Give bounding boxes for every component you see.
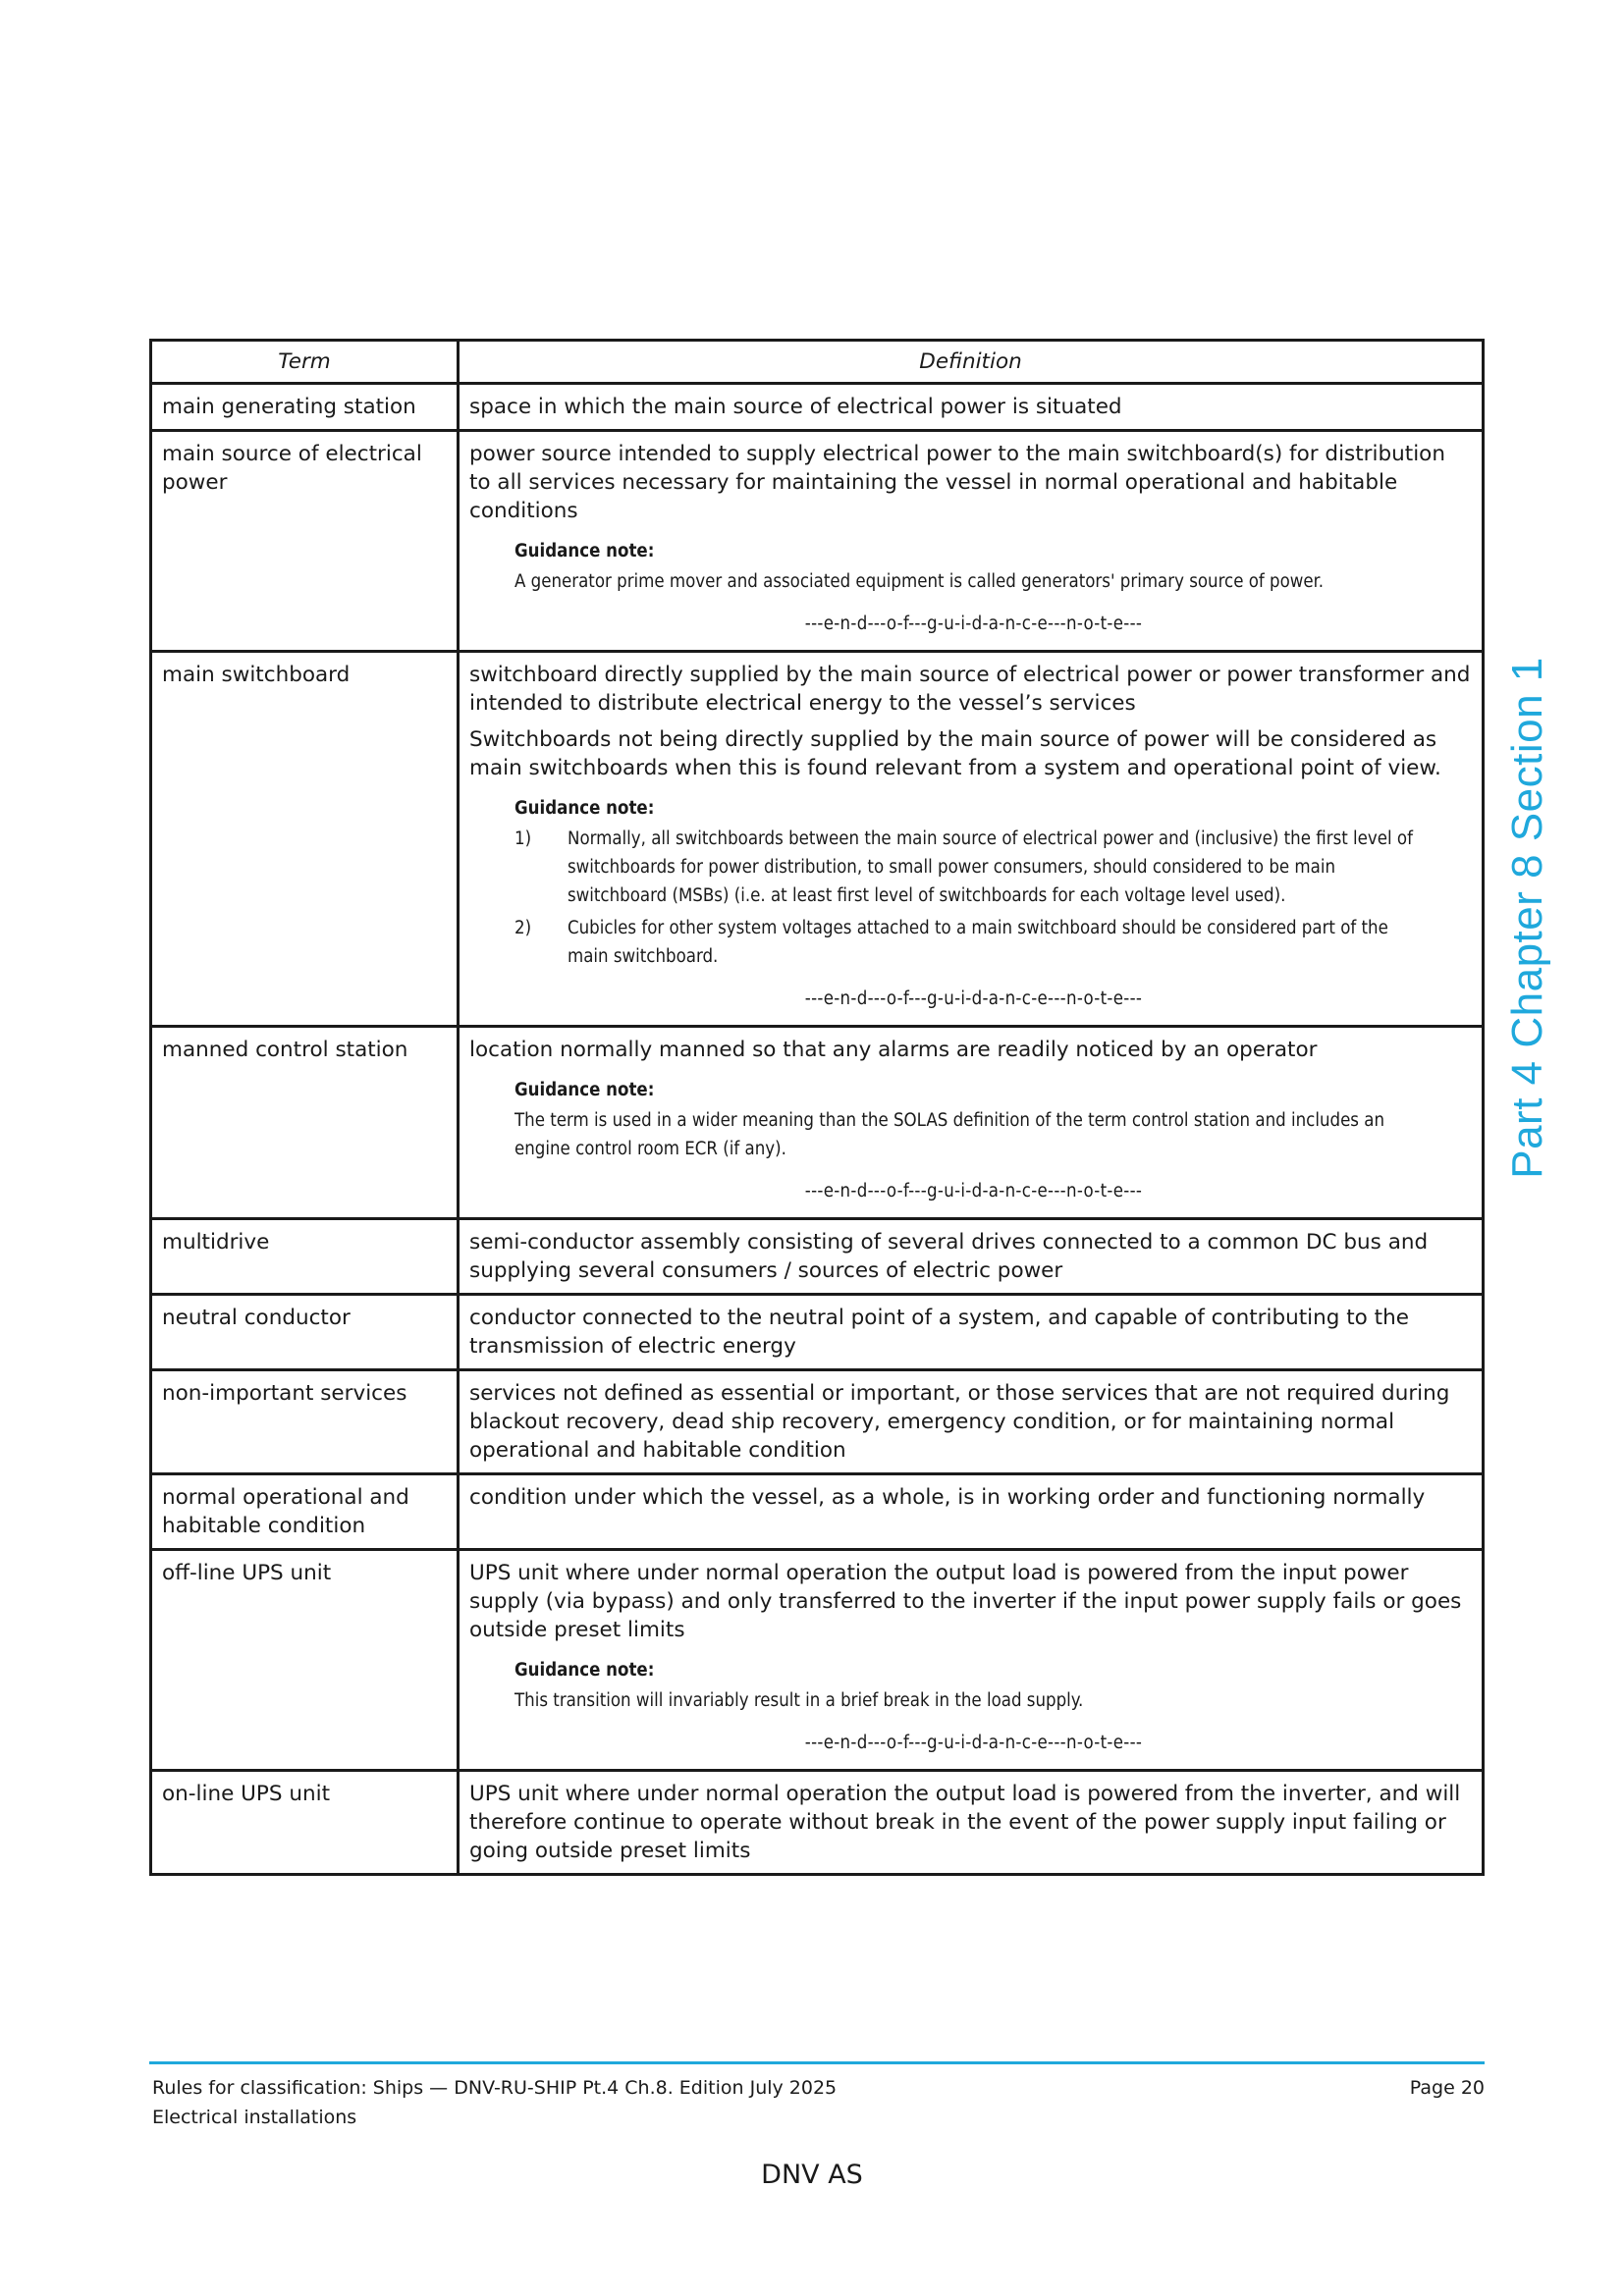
definition-text: condition under which the vessel, as a whole, is in working order and functioning normally [469, 1485, 1426, 1510]
definition-text: power source intended to supply electrical power to the main switchboard(s) for distribution to all services necessary for maintaining the vessel in normal operational and habitable conditions [469, 442, 1445, 523]
definition-text: services not defined as essential or important, or those services that are not required during blackout recovery, dead ship recovery, emergency condition, or for maintaining normal operational and habitable condition [469, 1381, 1450, 1463]
header-definition: Definition [459, 341, 1484, 384]
definition-cell [459, 1219, 1484, 1295]
table-row [151, 1295, 1484, 1370]
guidance-title: Guidance note: [514, 1080, 655, 1100]
section-side-label-text: Part 4 Chapter 8 Section 1 [1503, 657, 1551, 1179]
table-row [151, 1219, 1484, 1295]
guidance-title: Guidance note: [514, 798, 655, 819]
definition-cell [459, 431, 1484, 652]
term-cell: main generating station [151, 384, 459, 431]
guidance-list-item [514, 914, 1433, 971]
table-row [151, 1550, 1484, 1771]
definition-cell [459, 652, 1484, 1027]
guidance-item-number: 2) [514, 918, 532, 938]
definition-cell [459, 1370, 1484, 1474]
term-cell: off-line UPS unit [151, 1550, 459, 1771]
definition-text: space in which the main source of electrical power is situated [469, 395, 1122, 419]
definition-text: Switchboards not being directly supplied by the main source of power will be considered as main switchboards when this is found relevant from a system and operational point of view. [469, 727, 1441, 780]
table-row [151, 384, 1484, 431]
guidance-text: The term is used in a wider meaning than the SOLAS definition of the term control station and includes an engine control room ECR (if any). [514, 1110, 1385, 1159]
definition-text: conductor connected to the neutral point of a system, and capable of contributing to the transmission of electric energy [469, 1306, 1409, 1359]
guidance-note [514, 1076, 1433, 1205]
footer-page-number: Page 20 [1409, 2077, 1485, 2099]
definition-cell [459, 384, 1484, 431]
table-row [151, 652, 1484, 1027]
definition-text: location normally manned so that any alarms are readily noticed by an operator [469, 1038, 1318, 1062]
term-cell: main source of electrical power [151, 431, 459, 652]
guidance-note [514, 794, 1433, 1013]
table-row [151, 1771, 1484, 1875]
guidance-title: Guidance note: [514, 1660, 655, 1681]
definition-cell [459, 1550, 1484, 1771]
footer-left [152, 2073, 837, 2132]
guidance-text: A generator prime mover and associated equipment is called generators' primary source of power. [514, 571, 1325, 592]
definition-text: semi-conductor assembly consisting of several drives connected to a common DC bus and supplying several consumers / sources of electric power [469, 1230, 1429, 1283]
term-cell: multidrive [151, 1219, 459, 1295]
guidance-end-marker: ---e-n-d---o-f---g-u-i-d-a-n-c-e---n-o-t-e--- [804, 614, 1143, 634]
table-header-row [151, 341, 1484, 384]
footer-divider [149, 2061, 1485, 2064]
definitions-table [149, 339, 1485, 1876]
term-cell: normal operational and habitable condition [151, 1474, 459, 1550]
guidance-text: This transition will invariably result in a brief break in the load supply. [514, 1690, 1084, 1711]
definition-cell [459, 1027, 1484, 1219]
definition-cell [459, 1474, 1484, 1550]
table-row [151, 431, 1484, 652]
table-body [151, 384, 1484, 1875]
guidance-item-text: Cubicles for other system voltages attached to a main switchboard should be considered part of the main switchboard. [568, 918, 1388, 967]
table-row [151, 1474, 1484, 1550]
guidance-end-marker: ---e-n-d---o-f---g-u-i-d-a-n-c-e---n-o-t-e--- [804, 1181, 1143, 1201]
table-row [151, 1027, 1484, 1219]
header-term: Term [151, 341, 459, 384]
table-row [151, 1370, 1484, 1474]
term-cell: on-line UPS unit [151, 1771, 459, 1875]
guidance-title: Guidance note: [514, 541, 655, 561]
term-cell: non-important services [151, 1370, 459, 1474]
guidance-item-number: 1) [514, 828, 532, 849]
definition-text: UPS unit where under normal operation the output load is powered from the input power supply (via bypass) and only transferred to the inverter if the input power supply fails or goes outside preset limits [469, 1561, 1462, 1642]
guidance-note [514, 537, 1433, 638]
guidance-list-item [514, 825, 1433, 910]
definition-text: UPS unit where under normal operation the output load is powered from the inverter, and will therefore continue to operate without break in the event of the power supply input failing or going outside preset limits [469, 1782, 1461, 1863]
guidance-end-marker: ---e-n-d---o-f---g-u-i-d-a-n-c-e---n-o-t-e--- [804, 988, 1143, 1009]
guidance-end-marker: ---e-n-d---o-f---g-u-i-d-a-n-c-e---n-o-t-e--- [804, 1733, 1143, 1753]
footer-chapter-title: Electrical installations [152, 2107, 357, 2128]
footer-document-title: Rules for classification: Ships — DNV-RU-SHIP Pt.4 Ch.8. Edition July 2025 [152, 2077, 838, 2099]
company-name: DNV AS [761, 2160, 863, 2190]
term-cell: neutral conductor [151, 1295, 459, 1370]
term-cell: main switchboard [151, 652, 459, 1027]
definition-cell [459, 1295, 1484, 1370]
definition-text: switchboard directly supplied by the main source of electrical power or power transformer and intended to distribute electrical energy to the vessel’s services [469, 663, 1471, 716]
guidance-item-text: Normally, all switchboards between the main source of electrical power and (inclusive) the first level of switchboards for power distribution, to small power consumers, should considered to be main switchboard (MSBs) (i.e. at least first level of switchboards for each voltage level used). [568, 828, 1413, 906]
term-cell: manned control station [151, 1027, 459, 1219]
definition-cell [459, 1771, 1484, 1875]
guidance-note [514, 1656, 1433, 1757]
